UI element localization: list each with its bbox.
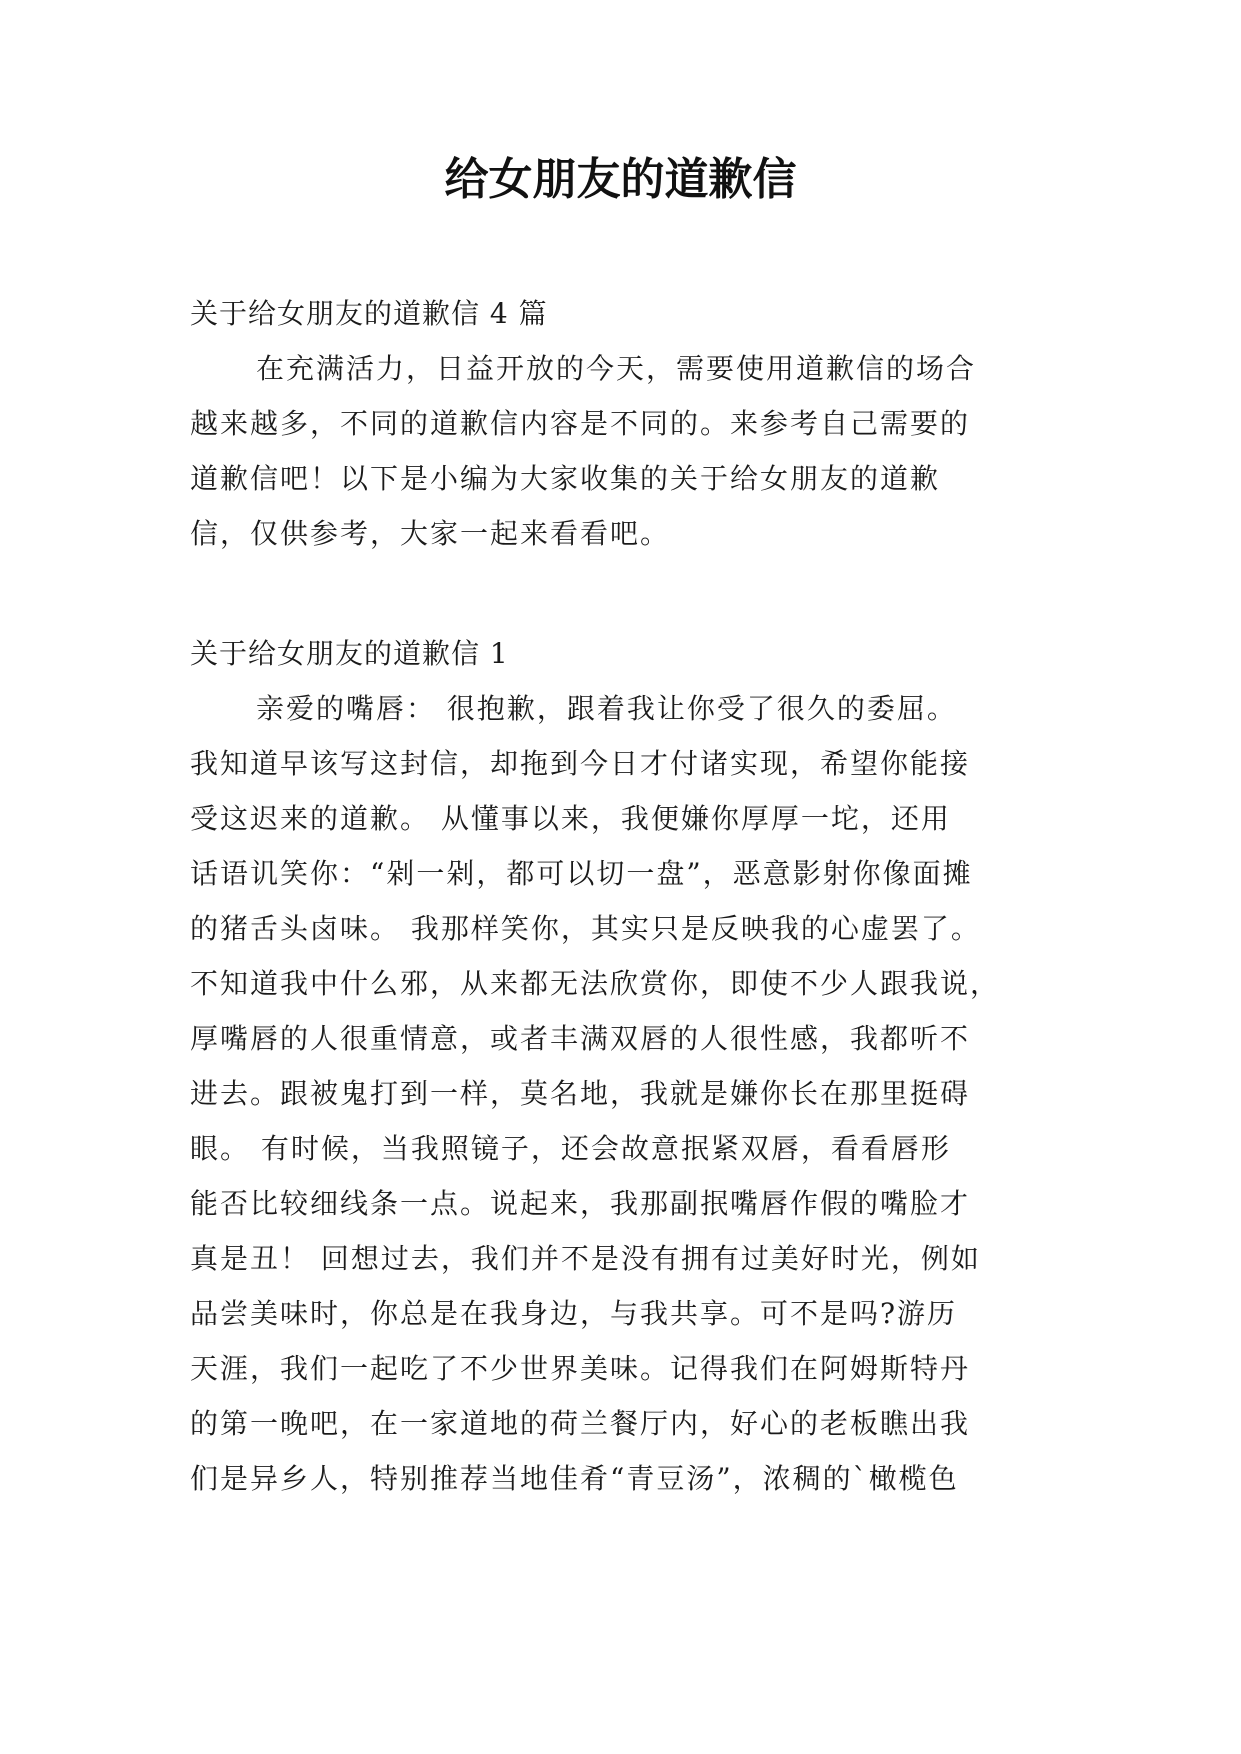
section1-line: 亲爱的嘴唇： 很抱歉，跟着我让你受了很久的委屈。 <box>256 692 957 725</box>
section1-line: 不知道我中什么邪，从来都无法欣赏你，即使不少人跟我说， <box>190 967 1001 1000</box>
section1-line: 的第一晚吧，在一家道地的荷兰餐厅内，好心的老板瞧出我 <box>190 1407 971 1440</box>
section1-line: 受这迟来的道歉。 从懂事以来，我便嫌你厚厚一坨，还用 <box>190 802 951 835</box>
section1-line: 们是异乡人，特别推荐当地佳肴“青豆汤”，浓稠的`橄榄色 <box>190 1462 959 1495</box>
section1-line: 的猪舌头卤味。 我那样笑你，其实只是反映我的心虚罢了。 <box>190 912 981 945</box>
intro-line: 道歉信吧！以下是小编为大家收集的关于给女朋友的道歉 <box>190 462 941 495</box>
section1-line: 我知道早该写这封信，却拖到今日才付诸实现，希望你能接 <box>190 747 971 780</box>
section1-line: 厚嘴唇的人很重情意，或者丰满双唇的人很性感，我都听不 <box>190 1022 971 1055</box>
section1-line: 天涯，我们一起吃了不少世界美味。记得我们在阿姆斯特丹 <box>190 1352 971 1385</box>
section1-line: 话语讥笑你：“剁一剁，都可以切一盘”，恶意影射你像面摊 <box>190 857 973 890</box>
page-title: 给女朋友的道歉信 <box>444 154 797 205</box>
intro-line: 信，仅供参考，大家一起来看看吧。 <box>190 517 671 550</box>
section-spacer <box>190 561 1070 626</box>
document-body <box>190 286 1070 1506</box>
intro-line: 在充满活力，日益开放的今天，需要使用道歉信的场合 <box>256 352 977 385</box>
section1-line: 能否比较细线条一点。说起来，我那副抿嘴唇作假的嘴脸才 <box>190 1187 971 1220</box>
section1-line: 眼。 有时候，当我照镜子，还会故意抿紧双唇，看看唇形 <box>190 1132 951 1165</box>
intro-heading: 关于给女朋友的道歉信 4 篇 <box>190 297 548 330</box>
section1-line: 进去。跟被鬼打到一样，莫名地，我就是嫌你长在那里挺碍 <box>190 1077 971 1110</box>
section1-line: 真是丑！ 回想过去，我们并不是没有拥有过美好时光，例如 <box>190 1242 981 1275</box>
section1-line: 品尝美味时，你总是在我身边，与我共享。可不是吗?游历 <box>190 1297 958 1330</box>
intro-line: 越来越多，不同的道歉信内容是不同的。来参考自己需要的 <box>190 407 971 440</box>
section1-heading: 关于给女朋友的道歉信 1 <box>190 637 509 670</box>
